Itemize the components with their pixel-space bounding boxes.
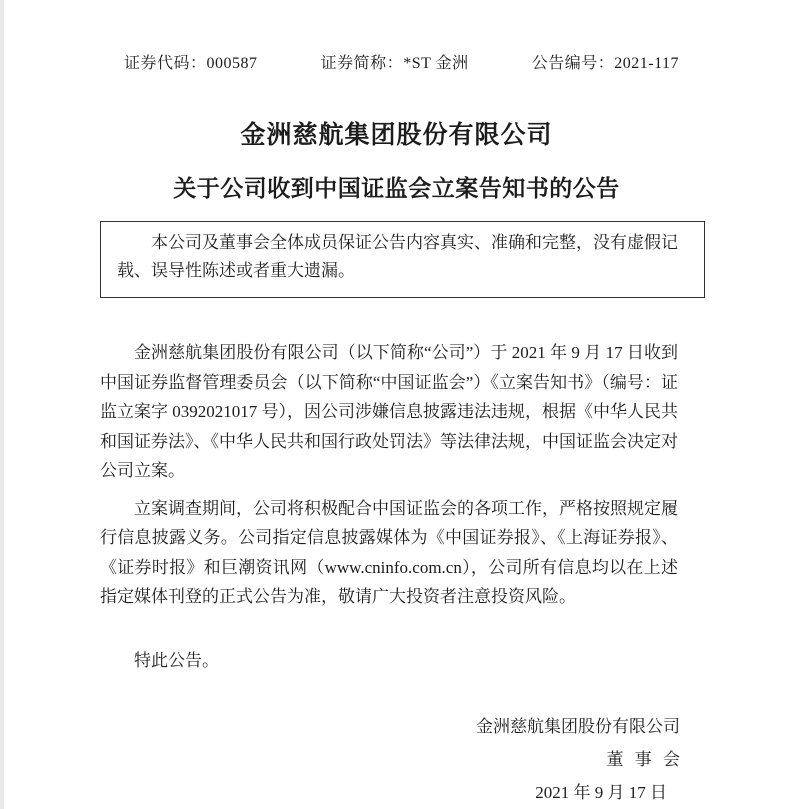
stock-abbreviation (321, 50, 469, 73)
closing-statement: 特此公告。 (134, 650, 219, 670)
stock-code-label: 证券代码： (124, 55, 207, 72)
stock-code (124, 50, 258, 73)
announcement-number-value: 2021-117 (614, 55, 679, 72)
disclaimer-box (100, 221, 705, 298)
stock-abbreviation-value: *ST 金洲 (403, 55, 469, 72)
announcement-title: 关于公司收到中国证监会立案告知书的公告 (173, 175, 620, 201)
announcement-body (100, 338, 678, 683)
signature-company: 金洲慈航集团股份有限公司 (476, 717, 680, 736)
securities-header-row (124, 50, 679, 73)
stock-abbreviation-label: 证券简称： (320, 55, 404, 72)
disclaimer-text: 本公司及董事会全体成员保证公告内容真实、准确和完整，没有虚假记载、误导性陈述或者重大遗漏。 (117, 233, 678, 280)
announcement-number-label: 公告编号： (531, 55, 615, 72)
announcement-number (532, 50, 679, 73)
body-paragraph-1: 金洲慈航集团股份有限公司（以下简称“公司”）于 2021 年 9 月 17 日收到中国证券监督管理委员会（以下简称“中国证监会”）《立案告知书》（编号：证监立案字 0392021017 号），因公司涉嫌信息披露违法违规，根据《中华人民共和国证券法》、《中华人民共和国行政处罚法》等法律法规，中国证监会决定对公司立案。 (100, 343, 678, 480)
signature-block (476, 710, 680, 809)
company-name-title: 金洲慈航集团股份有限公司 (240, 121, 553, 149)
signature-date: 2021 年 9 月 17 日 (535, 783, 667, 802)
signature-board: 董 事 会 (606, 750, 680, 769)
stock-code-value: 000587 (206, 55, 258, 72)
body-paragraph-2: 立案调查期间，公司将积极配合中国证监会的各项工作，严格按照规定履行信息披露义务。公司指定信息披露媒体为《中国证券报》、《上海证券报》、《证券时报》和巨潮资讯网（www.cninfo.com.cn），公司所有信息均以在上述指定媒体刊登的正式公告为准，敬请广大投资者注意投资风险。 (100, 498, 678, 606)
